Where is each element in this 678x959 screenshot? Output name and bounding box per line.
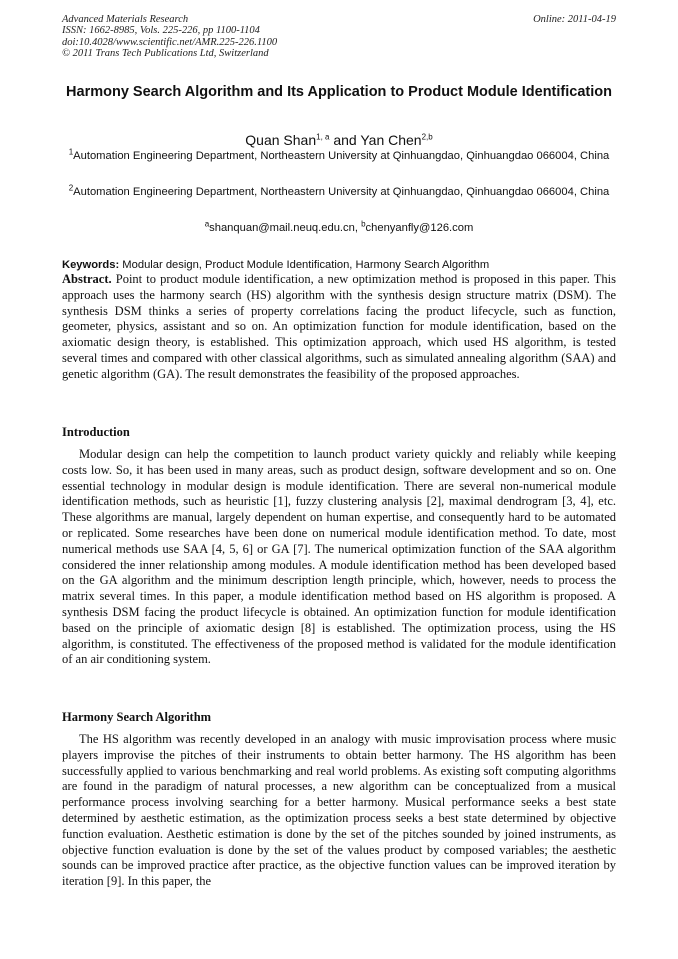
affiliation-1-mark: 1 <box>68 147 74 157</box>
email-b-mark: b <box>361 219 366 229</box>
affiliation-1 <box>62 148 616 164</box>
affiliation-2-text: Automation Engineering Department, Northeastern University at Qinhuangdao, Qinhuangdao 066004, China <box>73 186 610 198</box>
author-2: Yan Chen <box>360 132 422 148</box>
author-1-affil-mark: 1, a <box>316 132 330 142</box>
issn-line: ISSN: 1662-8985, Vols. 225-226, pp 1100-1104 <box>62 25 260 37</box>
journal-name: Advanced Materials Research <box>62 14 189 25</box>
keywords <box>62 257 616 273</box>
online-date: Online: 2011-04-19 <box>533 14 616 25</box>
section-heading-harmony-search: Harmony Search Algorithm <box>62 710 212 724</box>
author-line <box>62 131 616 149</box>
introduction-paragraph: Modular design can help the competition to launch product variety quickly and reliably while keeping costs low. So, it has been used in many areas, such as product design, software development and so on. One essential technology in modular design is module identification. There are several non-numerical module identification methods, such as heuristic [1], fuzzy clustering analysis [2], maximal dendrogram [3, 4], etc. These algorithms are manual, largely dependent on human expertise, and consequently hard to be automated or replicated. Some researches have been done on numerical module identification method. To date, most numerical methods use SAA [4, 5, 6] or GA [7]. The numerical optimization function of the SAA algorithm considered the inner relationship among modules. A module identification method has been developed based on the GA algorithm and the minimum description length principle, which, however, needs to process the matrix several times. In this paper, a module identification method based on HS algorithm is proposed. A synthesis DSM facing the product lifecycle is obtained. An optimization function for module identification based on the principle of axiomatic design [8] is established. The optimization process, using the HS algorithm, is constituted. The effectiveness of the proposed method is validated for the module identification of an air conditioning system. <box>62 447 616 667</box>
journal-header <box>62 14 616 60</box>
email-b: chenyanfly@126.com <box>365 222 474 234</box>
keywords-text: Modular design, Product Module Identification, Harmony Search Algorithm <box>119 259 490 271</box>
copyright-line: © 2011 Trans Tech Publications Ltd, Switzerland <box>62 48 269 60</box>
email-a-mark: a <box>204 219 210 229</box>
author-2-affil-mark: 2,b <box>421 132 433 142</box>
author-conjunction: and <box>329 132 361 148</box>
keywords-label: Keywords: <box>62 259 120 271</box>
email-a: shanquan@mail.neuq.edu.cn, <box>209 222 362 234</box>
paper-title: Harmony Search Algorithm and Its Application to Product Module Identification <box>66 84 612 100</box>
email-line <box>62 220 616 236</box>
author-1: Quan Shan <box>245 132 317 148</box>
affiliation-1-text: Automation Engineering Department, Northeastern University at Qinhuangdao, Qinhuangdao 066004, China <box>73 150 610 162</box>
abstract <box>62 272 616 383</box>
doi-line: doi:10.4028/www.scientific.net/AMR.225-226.1100 <box>62 36 278 48</box>
harmony-search-paragraph: The HS algorithm was recently developed in an analogy with music improvisation process where music players improvise the pitches of their instruments to obtain better harmony. The HS algorithm has been successfully applied to various benchmarking and real world problems. As existing soft computing algorithms are found in the paradigm of natural processes, a new algorithm can be conceptualized from a musical performance process involving searching for a better harmony. Musical performance seeks a best state determined by aesthetic estimation, as the optimization process seeks a best state determined by objective function evaluation. Aesthetic estimation is done by the set of the pitches sounded by joined instruments, as objective function evaluation is done by the set of the values product by composed variables; the aesthetic sounds can be improved practice after practice, as the objective function values can be improved iteration by iteration [9]. In this paper, the <box>62 732 616 889</box>
affiliation-2-mark: 2 <box>68 183 74 193</box>
affiliation-2 <box>62 184 616 200</box>
abstract-label: Abstract. <box>62 272 112 286</box>
section-heading-introduction: Introduction <box>62 425 130 439</box>
abstract-text: Point to product module identification, a new optimization method is proposed in this paper. This approach uses the harmony search (HS) algorithm with the synthesis design structure matrix (DSM). The synthesis DSM thinks a series of property correlations facing the product lifecycle, such as function, geometer, physics, assistant and so on. An optimization function for module identification, based on the axiomatic design theory, is established. This optimization approach, which used HS algorithm, is tested several times and compared with other classical algorithms, such as simulated annealing algorithm (SAA) and genetic algorithm (GA). The result demonstrates the feasibility of the proposed approaches. <box>62 272 616 381</box>
